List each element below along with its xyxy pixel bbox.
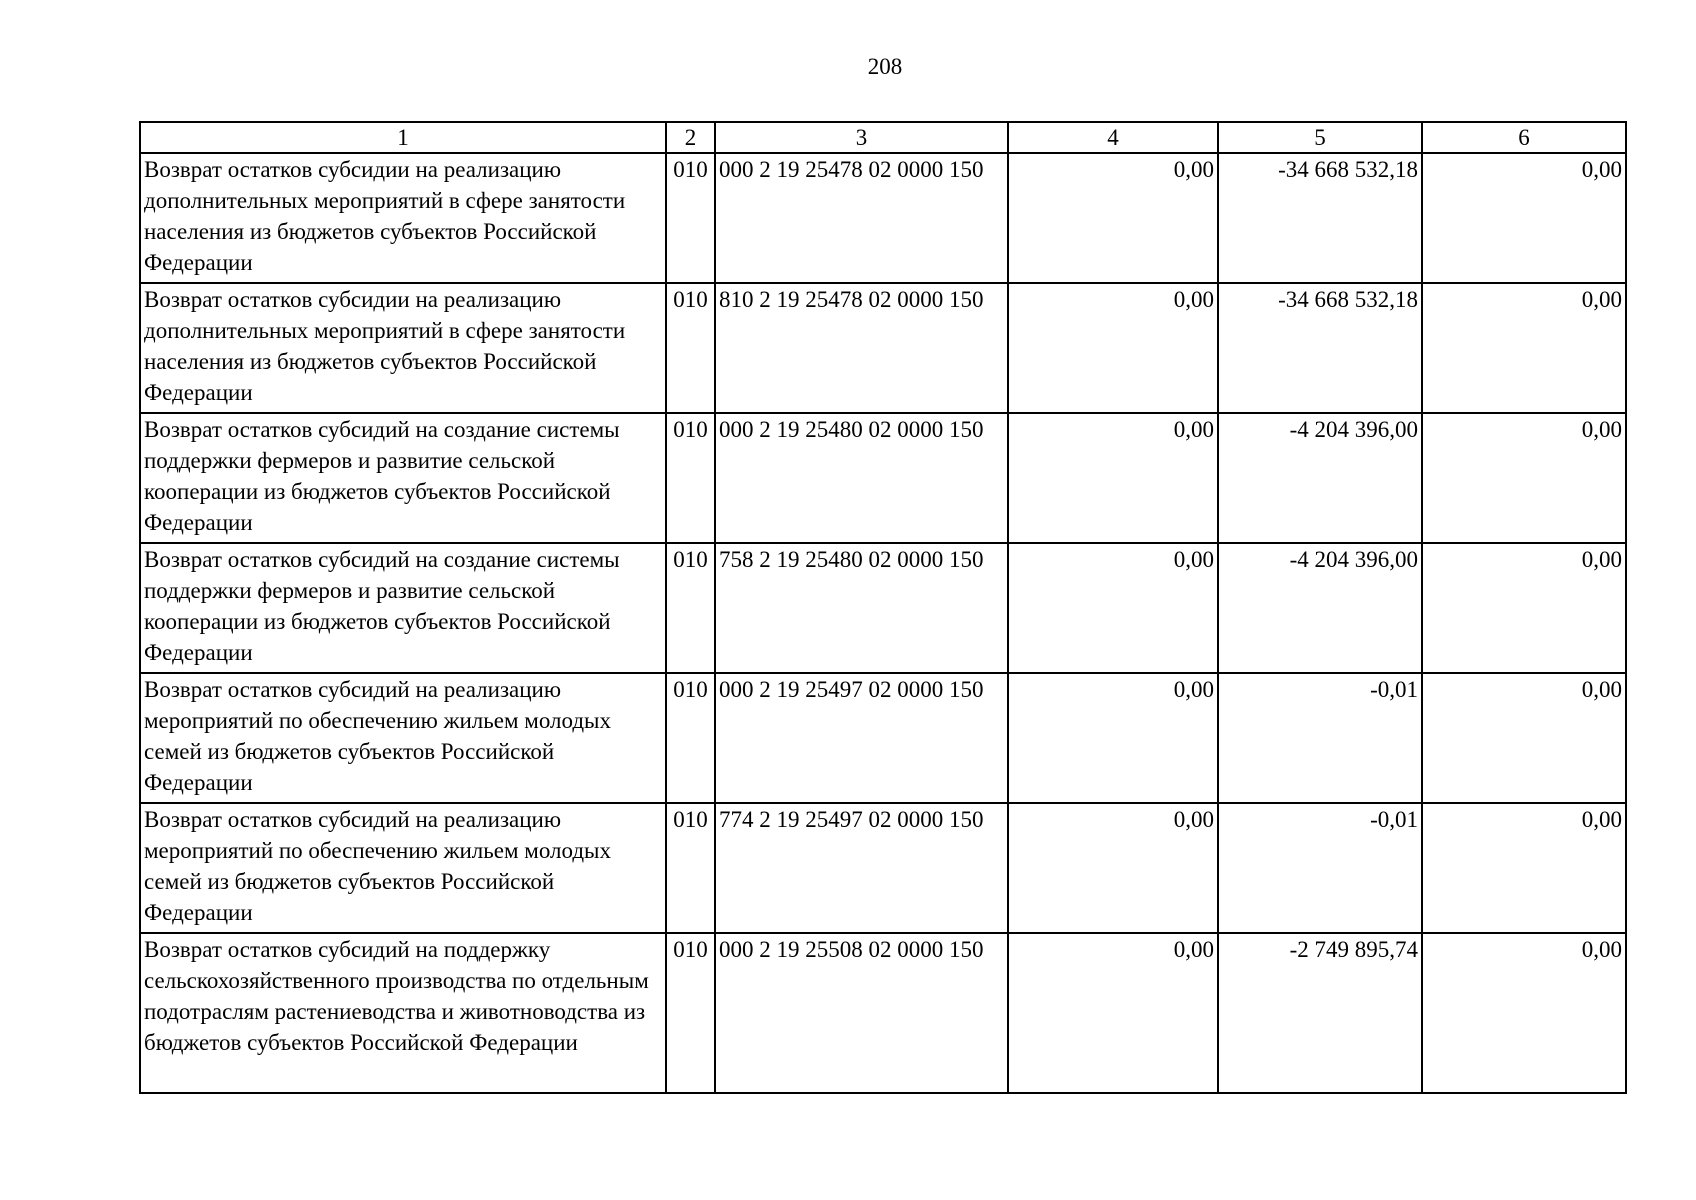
row-kbk-code: 810 2 19 25478 02 0000 150 bbox=[715, 283, 1008, 413]
table-row bbox=[140, 543, 1626, 673]
row-col4: 0,00 bbox=[1008, 153, 1218, 283]
row-kbk-code: 000 2 19 25480 02 0000 150 bbox=[715, 413, 1008, 543]
row-col4: 0,00 bbox=[1008, 933, 1218, 1093]
table-row bbox=[140, 153, 1626, 283]
row-col6: 0,00 bbox=[1422, 153, 1626, 283]
row-admin-code: 010 bbox=[666, 413, 715, 543]
row-admin-code: 010 bbox=[666, 543, 715, 673]
header-cell-2: 2 bbox=[666, 122, 715, 153]
row-col6: 0,00 bbox=[1422, 933, 1626, 1093]
row-name: Возврат остатков субсидий на реализацию мероприятий по обеспечению жильем молодых семей из бюджетов субъектов Российской Федерации bbox=[140, 803, 666, 933]
table-row bbox=[140, 283, 1626, 413]
table-row bbox=[140, 803, 1626, 933]
row-name: Возврат остатков субсидии на реализацию дополнительных мероприятий в сфере занятости населения из бюджетов субъектов Российской Федерации bbox=[140, 283, 666, 413]
row-col4: 0,00 bbox=[1008, 413, 1218, 543]
row-col4: 0,00 bbox=[1008, 673, 1218, 803]
row-col4: 0,00 bbox=[1008, 803, 1218, 933]
row-kbk-code: 000 2 19 25508 02 0000 150 bbox=[715, 933, 1008, 1093]
row-col6: 0,00 bbox=[1422, 413, 1626, 543]
row-col4: 0,00 bbox=[1008, 543, 1218, 673]
row-admin-code: 010 bbox=[666, 673, 715, 803]
row-col6: 0,00 bbox=[1422, 803, 1626, 933]
row-col5: -2 749 895,74 bbox=[1218, 933, 1422, 1093]
row-col5: -4 204 396,00 bbox=[1218, 413, 1422, 543]
row-name: Возврат остатков субсидий на поддержку сельскохозяйственного производства по отдельным подотраслям растениеводства и животноводства из бюджетов субъектов Российской Федерации bbox=[140, 933, 666, 1093]
row-col6: 0,00 bbox=[1422, 543, 1626, 673]
row-admin-code: 010 bbox=[666, 933, 715, 1093]
row-col6: 0,00 bbox=[1422, 283, 1626, 413]
row-admin-code: 010 bbox=[666, 153, 715, 283]
row-kbk-code: 000 2 19 25478 02 0000 150 bbox=[715, 153, 1008, 283]
row-name: Возврат остатков субсидии на реализацию дополнительных мероприятий в сфере занятости населения из бюджетов субъектов Российской Федерации bbox=[140, 153, 666, 283]
row-col4: 0,00 bbox=[1008, 283, 1218, 413]
row-col5: -34 668 532,18 bbox=[1218, 153, 1422, 283]
row-admin-code: 010 bbox=[666, 283, 715, 413]
header-cell-5: 5 bbox=[1218, 122, 1422, 153]
row-name: Возврат остатков субсидий на реализацию мероприятий по обеспечению жильем молодых семей из бюджетов субъектов Российской Федерации bbox=[140, 673, 666, 803]
row-name: Возврат остатков субсидий на создание системы поддержки фермеров и развитие сельской кооперации из бюджетов субъектов Российской Федерации bbox=[140, 413, 666, 543]
header-cell-4: 4 bbox=[1008, 122, 1218, 153]
row-kbk-code: 774 2 19 25497 02 0000 150 bbox=[715, 803, 1008, 933]
page-number: 208 bbox=[867, 54, 903, 79]
row-col5: -34 668 532,18 bbox=[1218, 283, 1422, 413]
table-row bbox=[140, 933, 1626, 1093]
row-col5: -4 204 396,00 bbox=[1218, 543, 1422, 673]
table-row bbox=[140, 673, 1626, 803]
row-col5: -0,01 bbox=[1218, 673, 1422, 803]
header-cell-1: 1 bbox=[140, 122, 666, 153]
row-name: Возврат остатков субсидий на создание системы поддержки фермеров и развитие сельской кооперации из бюджетов субъектов Российской Федерации bbox=[140, 543, 666, 673]
header-row bbox=[140, 122, 1626, 153]
header-cell-3: 3 bbox=[715, 122, 1008, 153]
row-admin-code: 010 bbox=[666, 803, 715, 933]
row-col5: -0,01 bbox=[1218, 803, 1422, 933]
row-kbk-code: 000 2 19 25497 02 0000 150 bbox=[715, 673, 1008, 803]
row-kbk-code: 758 2 19 25480 02 0000 150 bbox=[715, 543, 1008, 673]
row-col6: 0,00 bbox=[1422, 673, 1626, 803]
table-row bbox=[140, 413, 1626, 543]
header-cell-6: 6 bbox=[1422, 122, 1626, 153]
budget-table bbox=[139, 121, 1627, 1094]
